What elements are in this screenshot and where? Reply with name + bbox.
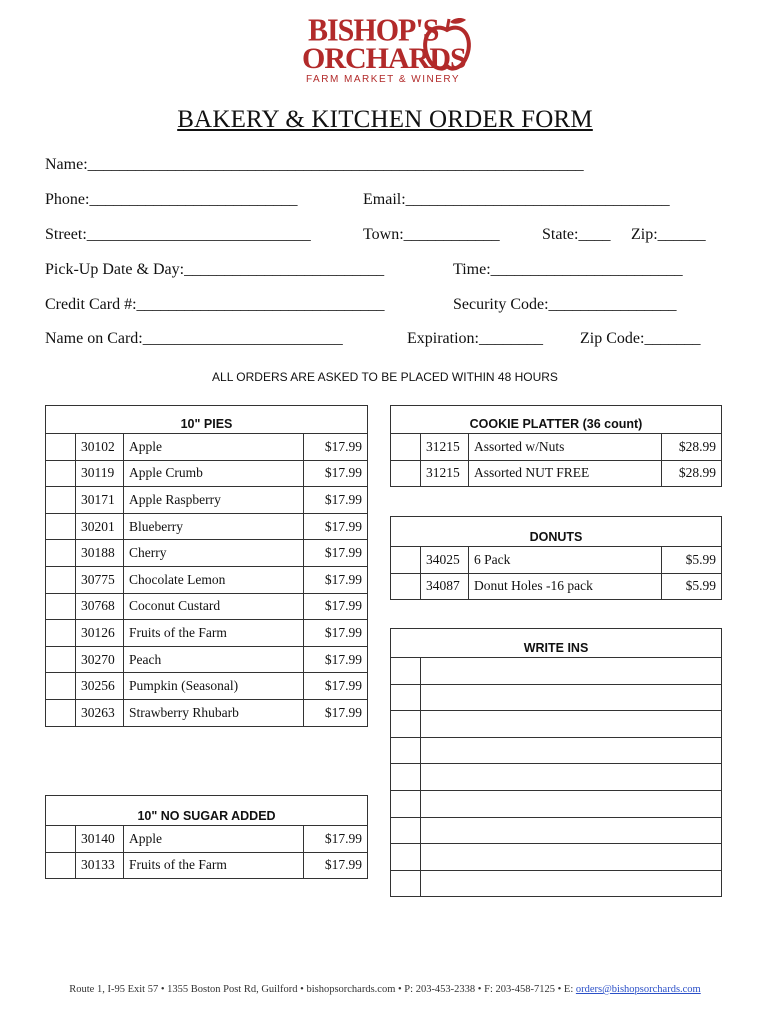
item-name: Assorted w/Nuts xyxy=(469,434,662,461)
order-checkbox[interactable] xyxy=(46,487,76,514)
item-code: 30768 xyxy=(76,593,124,620)
item-price: $17.99 xyxy=(304,826,368,853)
no-sugar-header: 10" NO SUGAR ADDED xyxy=(46,796,368,826)
order-checkbox[interactable] xyxy=(46,646,76,673)
item-code: 30126 xyxy=(76,620,124,647)
item-name: Apple xyxy=(124,434,304,461)
write-in-field[interactable] xyxy=(421,658,722,685)
pickup-date-field[interactable]: Pick-Up Date & Day:_________________________ xyxy=(45,261,385,278)
name-on-card-field[interactable]: Name on Card:_________________________ xyxy=(45,330,343,347)
item-price: $17.99 xyxy=(304,593,368,620)
item-code: 30256 xyxy=(76,673,124,700)
item-name: Apple Crumb xyxy=(124,460,304,487)
footer-email-link[interactable]: orders@bishopsorchards.com xyxy=(575,984,701,995)
order-checkbox[interactable] xyxy=(46,826,76,853)
item-code: 34087 xyxy=(421,573,469,600)
item-code: 30133 xyxy=(76,852,124,879)
table-row xyxy=(46,826,368,853)
street-field[interactable]: Street:____________________________ xyxy=(45,226,311,243)
table-row xyxy=(391,790,722,817)
logo-line-3: FARM MARKET & WINERY xyxy=(306,74,461,85)
town-field[interactable]: Town:____________ xyxy=(363,226,500,243)
table-row xyxy=(46,460,368,487)
order-checkbox[interactable] xyxy=(391,817,421,844)
item-price: $5.99 xyxy=(662,573,722,600)
item-price: $17.99 xyxy=(304,646,368,673)
item-name: Fruits of the Farm xyxy=(124,852,304,879)
order-checkbox[interactable] xyxy=(46,852,76,879)
item-code: 30201 xyxy=(76,513,124,540)
item-name: Fruits of the Farm xyxy=(124,620,304,647)
pies-header: 10" PIES xyxy=(46,406,368,434)
item-code: 30270 xyxy=(76,646,124,673)
item-code: 34025 xyxy=(421,547,469,574)
time-field[interactable]: Time:________________________ xyxy=(453,261,683,278)
item-code: 30775 xyxy=(76,566,124,593)
table-row xyxy=(391,870,722,897)
order-checkbox[interactable] xyxy=(46,593,76,620)
state-field[interactable]: State:____ xyxy=(542,226,611,243)
table-row xyxy=(46,434,368,461)
item-price: $28.99 xyxy=(662,460,722,487)
table-row xyxy=(391,737,722,764)
item-price: $17.99 xyxy=(304,513,368,540)
order-checkbox[interactable] xyxy=(391,434,421,461)
item-name: Blueberry xyxy=(124,513,304,540)
item-code: 31215 xyxy=(421,434,469,461)
order-checkbox[interactable] xyxy=(391,684,421,711)
expiration-field[interactable]: Expiration:________ xyxy=(407,330,543,347)
item-code: 31215 xyxy=(421,460,469,487)
item-code: 30119 xyxy=(76,460,124,487)
item-name: Strawberry Rhubarb xyxy=(124,699,304,726)
table-row xyxy=(46,540,368,567)
no-sugar-table xyxy=(45,795,368,879)
table-row xyxy=(391,460,722,487)
item-price: $17.99 xyxy=(304,434,368,461)
item-code: 30140 xyxy=(76,826,124,853)
item-name: Peach xyxy=(124,646,304,673)
bishops-orchards-logo xyxy=(300,14,475,90)
item-price: $28.99 xyxy=(662,434,722,461)
table-row xyxy=(46,593,368,620)
order-checkbox[interactable] xyxy=(391,460,421,487)
write-in-field[interactable] xyxy=(421,844,722,871)
order-checkbox[interactable] xyxy=(46,460,76,487)
write-in-field[interactable] xyxy=(421,684,722,711)
item-price: $17.99 xyxy=(304,566,368,593)
table-row xyxy=(391,658,722,685)
form-title: BAKERY & KITCHEN ORDER FORM xyxy=(177,106,593,133)
table-row xyxy=(391,573,722,600)
table-row xyxy=(46,673,368,700)
write-in-field[interactable] xyxy=(421,737,722,764)
order-checkbox[interactable] xyxy=(46,699,76,726)
item-name: Chocolate Lemon xyxy=(124,566,304,593)
phone-field[interactable]: Phone:__________________________ xyxy=(45,191,298,208)
item-code: 30263 xyxy=(76,699,124,726)
order-checkbox[interactable] xyxy=(46,566,76,593)
order-checkbox[interactable] xyxy=(46,673,76,700)
item-price: $17.99 xyxy=(304,540,368,567)
write-in-field[interactable] xyxy=(421,790,722,817)
table-row xyxy=(46,513,368,540)
write-in-field[interactable] xyxy=(421,711,722,738)
order-checkbox[interactable] xyxy=(391,790,421,817)
security-code-field[interactable]: Security Code:________________ xyxy=(453,296,677,313)
donuts-table xyxy=(390,516,722,600)
item-name: Cherry xyxy=(124,540,304,567)
table-row xyxy=(391,684,722,711)
write-ins-table xyxy=(390,628,722,897)
order-checkbox[interactable] xyxy=(391,711,421,738)
cookie-header: COOKIE PLATTER (36 count) xyxy=(391,406,722,434)
footer xyxy=(0,984,770,995)
order-checkbox[interactable] xyxy=(391,573,421,600)
table-row xyxy=(46,566,368,593)
card-zip-code-field[interactable]: Zip Code:_______ xyxy=(580,330,701,347)
name-field[interactable]: Name:______________________________________________________________ xyxy=(45,156,584,173)
logo-line-1: BISHOP'S xyxy=(308,13,439,48)
item-code: 30102 xyxy=(76,434,124,461)
write-in-field[interactable] xyxy=(421,870,722,897)
item-code: 30171 xyxy=(76,487,124,514)
item-price: $17.99 xyxy=(304,460,368,487)
item-name: Coconut Custard xyxy=(124,593,304,620)
order-checkbox[interactable] xyxy=(46,540,76,567)
table-row xyxy=(391,711,722,738)
table-row xyxy=(391,764,722,791)
order-notice: ALL ORDERS ARE ASKED TO BE PLACED WITHIN 48 HOURS xyxy=(212,370,558,384)
table-row xyxy=(46,487,368,514)
order-checkbox[interactable] xyxy=(46,434,76,461)
donuts-header: DONUTS xyxy=(391,517,722,547)
table-row xyxy=(46,646,368,673)
logo-line-2: ORCHARDS xyxy=(302,42,466,75)
footer-contact-text: Route 1, I-95 Exit 57 • 1355 Boston Post Rd, Guilford • bishopsorchards.com • P: 203-453-2338 • F: 203-458-7125 • E: xyxy=(69,984,576,995)
item-name: 6 Pack xyxy=(469,547,662,574)
item-price: $17.99 xyxy=(304,852,368,879)
pies-table xyxy=(45,405,368,727)
email-field[interactable]: Email:_________________________________ xyxy=(363,191,670,208)
credit-card-field[interactable]: Credit Card #:_______________________________ xyxy=(45,296,385,313)
item-price: $17.99 xyxy=(304,699,368,726)
item-name: Assorted NUT FREE xyxy=(469,460,662,487)
cookie-platter-table xyxy=(390,405,722,487)
zip-field[interactable]: Zip:______ xyxy=(631,226,706,243)
order-checkbox[interactable] xyxy=(391,764,421,791)
item-code: 30188 xyxy=(76,540,124,567)
table-row xyxy=(391,547,722,574)
item-price: $17.99 xyxy=(304,673,368,700)
item-price: $5.99 xyxy=(662,547,722,574)
order-checkbox[interactable] xyxy=(391,870,421,897)
item-name: Apple xyxy=(124,826,304,853)
table-row xyxy=(391,844,722,871)
order-checkbox[interactable] xyxy=(391,844,421,871)
order-checkbox[interactable] xyxy=(391,547,421,574)
table-row xyxy=(46,852,368,879)
item-name: Apple Raspberry xyxy=(124,487,304,514)
order-checkbox[interactable] xyxy=(46,513,76,540)
order-checkbox[interactable] xyxy=(46,620,76,647)
item-name: Pumpkin (Seasonal) xyxy=(124,673,304,700)
table-row xyxy=(46,620,368,647)
item-price: $17.99 xyxy=(304,487,368,514)
write-ins-header: WRITE INS xyxy=(391,629,722,658)
item-price: $17.99 xyxy=(304,620,368,647)
item-name: Donut Holes -16 pack xyxy=(469,573,662,600)
order-checkbox[interactable] xyxy=(391,737,421,764)
order-checkbox[interactable] xyxy=(391,658,421,685)
table-row xyxy=(391,817,722,844)
apple-icon xyxy=(422,14,472,74)
write-in-field[interactable] xyxy=(421,817,722,844)
table-row xyxy=(391,434,722,461)
table-row xyxy=(46,699,368,726)
write-in-field[interactable] xyxy=(421,764,722,791)
